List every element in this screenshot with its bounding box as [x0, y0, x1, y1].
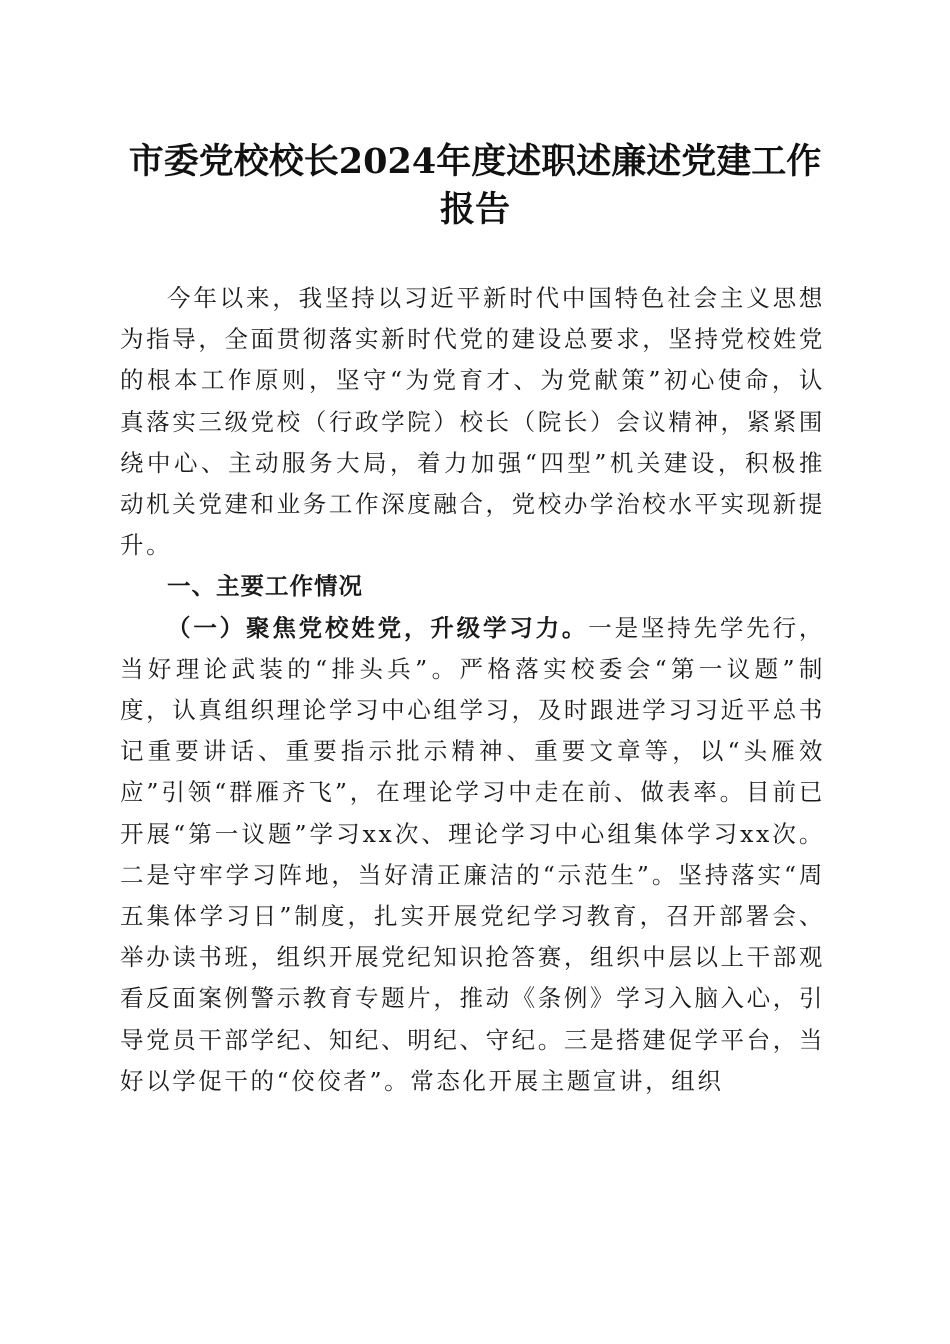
subsection-paragraph: [120, 608, 825, 1102]
document-title: [110, 138, 840, 234]
subsection-heading: （一）聚焦党校姓党，升级学习力。: [167, 613, 589, 642]
title-line-2: 报告: [439, 189, 510, 230]
intro-paragraph: 今年以来，我坚持以习近平新时代中国特色社会主义思想为指导，全面贯彻落实新时代党的建设总要求，坚持党校姓党的根本工作原则，坚守“为党育才、为党献策”初心使命，认真落实三级党校（行政学院）校长（院长）会议精神，紧紧围绕中心、主动服务大局，着力加强“四型”机关建设，积极推动机关党建和业务工作深度融合，党校办学治校水平实现新提升。: [120, 284, 825, 560]
subsection-body: 一是坚持先学先行，当好理论武装的“排头兵”。严格落实校委会“第一议题”制度，认真组织理论学习中心组学习，及时跟进学习习近平总书记重要讲话、重要指示批示精神、重要文章等，以“头雁效应”引领“群雁齐飞”，在理论学习中走在前、做表率。目前已开展“第一议题”学习xx次、理论学习中心组集体学习xx次。二是守牢学习阵地，当好清正廉洁的“示范生”。坚持落实“周五集体学习日”制度，扎实开展党纪学习教育，召开部署会、举办读书班，组织开展党纪知识抢答赛，组织中层以上干部观看反面案例警示教育专题片，推动《条例》学习入脑入心，引导党员干部学纪、知纪、明纪、守纪。三是搭建促学平台，当好以学促干的“佼佼者”。常态化开展主题宣讲，组织: [120, 613, 825, 1095]
section-heading: 一、主要工作情况: [167, 572, 363, 601]
title-line-1: 市委党校校长2024年度述职述廉述党建工作: [128, 141, 822, 182]
document-body: [120, 278, 825, 1102]
